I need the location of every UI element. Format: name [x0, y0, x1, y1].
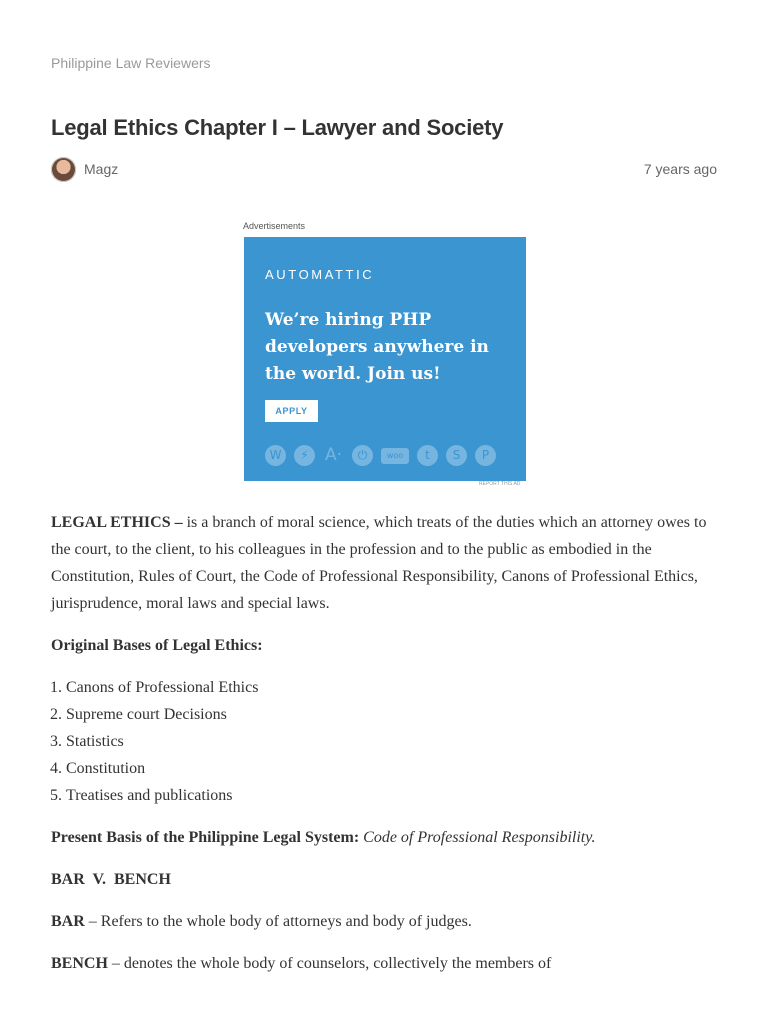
present-basis-label: Present Basis of the Philippine Legal System: — [51, 829, 360, 846]
report-ad-link[interactable]: REPORT THIS AD — [479, 481, 521, 487]
list-item: 2. Supreme court Decisions — [66, 701, 727, 728]
list-item: 1. Canons of Professional Ethics — [66, 674, 727, 701]
bases-list — [51, 674, 727, 809]
list-item: 3. Statistics — [66, 728, 727, 755]
bases-heading-text: Original Bases of Legal Ethics: — [51, 637, 263, 654]
present-basis-paragraph — [51, 824, 727, 851]
ad-headline: We’re hiring PHP developers anywhere in the world. Join us! — [265, 310, 489, 384]
bar-term: BAR — [51, 913, 85, 930]
list-item: 4. Constitution — [66, 755, 727, 782]
jetpack-icon: ⚡ — [294, 445, 315, 466]
bases-heading — [51, 632, 727, 659]
bench-term: BENCH — [51, 955, 108, 972]
power-icon: ⏻ — [352, 445, 373, 466]
woo-icon: woo — [381, 448, 409, 464]
bench-paragraph — [51, 950, 727, 977]
list-item: 5. Treatises and publications — [66, 782, 727, 809]
wordpress-icon: W — [265, 445, 286, 466]
post-content — [51, 509, 727, 977]
simplenote-icon: S — [446, 445, 467, 466]
author-avatar[interactable] — [51, 157, 76, 182]
tumblr-icon: t — [417, 445, 438, 466]
bar-bench-heading-text: BAR V. BENCH — [51, 871, 171, 888]
present-basis-value: Code of Professional Responsibility. — [359, 829, 596, 846]
post-meta — [51, 156, 717, 182]
intro-paragraph — [51, 509, 727, 617]
author-name-link[interactable]: Magz — [84, 161, 119, 177]
pocket-casts-icon: P — [475, 445, 496, 466]
bar-paragraph — [51, 908, 727, 935]
post-title: Legal Ethics Chapter I – Lawyer and Society — [51, 115, 504, 140]
ad-label: Advertisements — [243, 221, 306, 231]
intro-text: is a branch of moral science, which treats of the duties which an attorney owes to the court, to the client, to his colleagues in the profession and to the public as embodied in the Constitution, Rules of Court, the Code of Professional Responsibility, Canons of Professional Ethics, jurisprudence, moral laws and special laws. — [51, 514, 707, 612]
intro-term: LEGAL ETHICS – — [51, 514, 183, 531]
ad-banner[interactable] — [244, 237, 526, 481]
bench-text: – denotes the whole body of counselors, collectively the members of — [107, 955, 552, 972]
bar-text: – Refers to the whole body of attorneys and body of judges. — [84, 913, 472, 930]
ad-product-icons — [265, 445, 496, 466]
ad-apply-button[interactable]: APPLY — [265, 400, 318, 422]
ad-brand-logo: AUTOMATTIC — [265, 267, 375, 282]
site-name-link[interactable]: Philippine Law Reviewers — [51, 55, 211, 71]
post-timestamp: 7 years ago — [643, 161, 717, 177]
bar-bench-heading — [51, 866, 727, 893]
akismet-icon: A· — [324, 445, 343, 465]
